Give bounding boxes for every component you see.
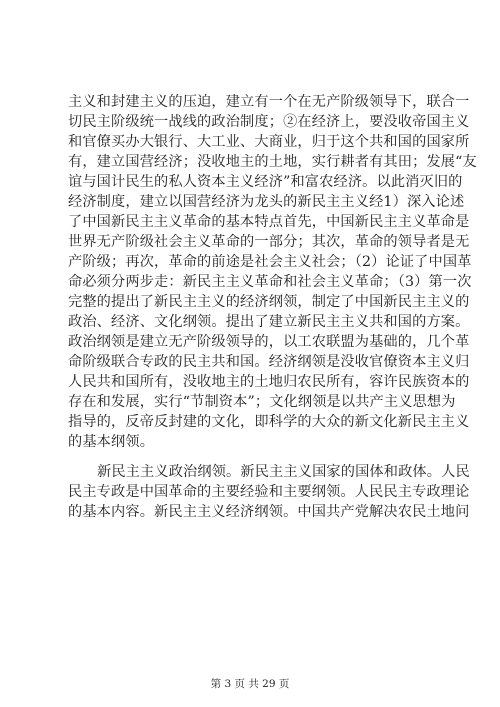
text-line: 切民主阶级统一战线的政治制度；②在经济上，要没收帝国主义 bbox=[68, 114, 470, 130]
text-line: 世界无产阶级社会主义革命的一部分；其次，革命的领导者是无 bbox=[68, 234, 470, 250]
page-footer: 第 3 页 共 29 页 bbox=[210, 678, 290, 690]
text-line: 有，建立国营经济；没收地主的土地，实行耕者有其田；发展“友 bbox=[68, 154, 477, 170]
text-line: 的基本纲领。 bbox=[68, 434, 155, 450]
text-line: 了中国新民主主义革命的基本特点首先，中国新民主主义革命是 bbox=[68, 214, 470, 230]
text-line: 主义和封建主义的压迫，建立有一个在无产阶级领导下，联合一 bbox=[68, 94, 470, 110]
text-line: 产阶级；再次，革命的前途是社会主义社会；（2）论证了中国革 bbox=[68, 254, 472, 270]
text-line: 命阶级联合专政的民主共和国。经济纲领是没收官僚资本主义归 bbox=[68, 354, 470, 370]
text-line: 存在和发展，实行“节制资本”；文化纲领是以共产主义思想为 bbox=[68, 394, 456, 410]
text-line: 完整的提出了新民主主义的经济纲领，制定了中国新民主主义的 bbox=[68, 294, 470, 310]
paragraph bbox=[68, 92, 477, 452]
text-line: 新民主主义政治纲领。新民主主义国家的国体和政体。人民 bbox=[97, 464, 470, 480]
text-line: 民主专政是中国革命的主要经验和主要纲领。人民民主专政理论 bbox=[68, 484, 470, 500]
text-line: 命必须分两步走：新民主主义革命和社会主义革命；（3）第一次 bbox=[68, 274, 472, 290]
text-line: 的基本内容。新民主主义经济纲领。中国共产党解决农民土地问 bbox=[68, 504, 470, 520]
paragraph-gap bbox=[68, 452, 432, 462]
paragraph bbox=[68, 462, 470, 522]
text-line: 人民共和国所有，没收地主的土地归农民所有，容许民族资本的 bbox=[68, 374, 470, 390]
text-line: 经济制度，建立以国营经济为龙头的新民主主义经1）深入论述 bbox=[68, 194, 465, 210]
text-line: 政治纲领是建立无产阶级领导的，以工农联盟为基础的，几个革 bbox=[68, 334, 470, 350]
body-text bbox=[68, 92, 477, 522]
text-line: 谊与国计民生的私人资本主义经济”和富农经济。以此消灭旧的 bbox=[68, 174, 463, 190]
text-line: 和官僚买办大银行、大工业、大商业，归于这个共和国的国家所 bbox=[68, 134, 470, 150]
text-line: 政治、经济、文化纲领。提出了建立新民主主义共和国的方案。 bbox=[68, 314, 470, 330]
text-line: 指导的，反帝反封建的文化，即科学的大众的新文化新民主主义 bbox=[68, 414, 470, 430]
